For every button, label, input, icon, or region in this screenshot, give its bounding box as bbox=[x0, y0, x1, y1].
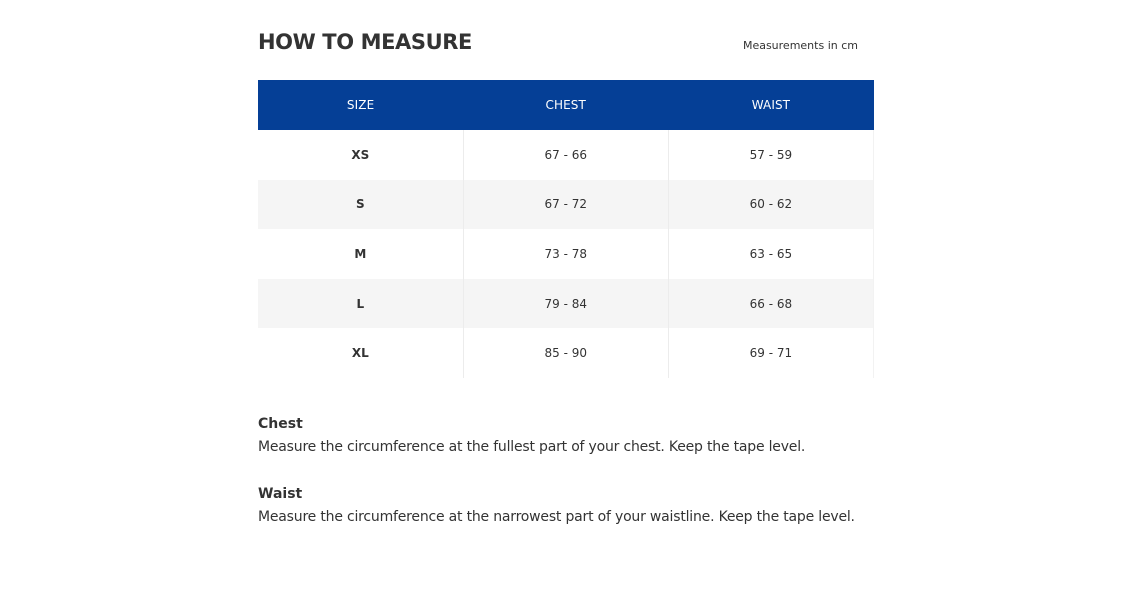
waist-cell: 60 - 62 bbox=[668, 180, 873, 230]
page-title: HOW TO MEASURE bbox=[258, 30, 472, 54]
chest-instructions bbox=[258, 414, 958, 457]
table-row bbox=[258, 180, 874, 230]
chest-cell: 73 - 78 bbox=[463, 229, 668, 279]
waist-cell: 69 - 71 bbox=[668, 328, 873, 378]
table-body bbox=[258, 130, 874, 378]
waist-heading: Waist bbox=[258, 486, 303, 502]
table-row bbox=[258, 229, 874, 279]
chest-cell: 79 - 84 bbox=[463, 279, 668, 329]
column-header-size: SIZE bbox=[346, 98, 375, 112]
chest-heading: Chest bbox=[258, 416, 303, 432]
waist-cell: 63 - 65 bbox=[668, 229, 873, 279]
size-cell: L bbox=[258, 279, 463, 329]
size-cell: M bbox=[258, 229, 463, 279]
column-header-waist: WAIST bbox=[751, 98, 791, 112]
size-cell: XS bbox=[258, 130, 463, 180]
table-row bbox=[258, 279, 874, 329]
size-cell: S bbox=[258, 180, 463, 230]
table-header bbox=[258, 80, 874, 130]
table-header-row bbox=[258, 80, 874, 130]
waist-instructions bbox=[258, 484, 958, 527]
chest-cell: 67 - 72 bbox=[463, 180, 668, 230]
size-chart-table bbox=[258, 80, 874, 378]
table-row bbox=[258, 328, 874, 378]
size-cell: XL bbox=[258, 328, 463, 378]
table-row bbox=[258, 130, 874, 180]
units-note: Measurements in cm bbox=[742, 39, 858, 52]
column-header-chest: CHEST bbox=[545, 98, 586, 112]
chest-description: Measure the circumference at the fullest part of your chest. Keep the tape level. bbox=[258, 439, 806, 455]
waist-description: Measure the circumference at the narrowest part of your waistline. Keep the tape level. bbox=[258, 509, 855, 525]
waist-cell: 57 - 59 bbox=[668, 130, 873, 180]
chest-cell: 67 - 66 bbox=[463, 130, 668, 180]
waist-cell: 66 - 68 bbox=[668, 279, 873, 329]
size-guide-header bbox=[258, 28, 874, 68]
chest-cell: 85 - 90 bbox=[463, 328, 668, 378]
